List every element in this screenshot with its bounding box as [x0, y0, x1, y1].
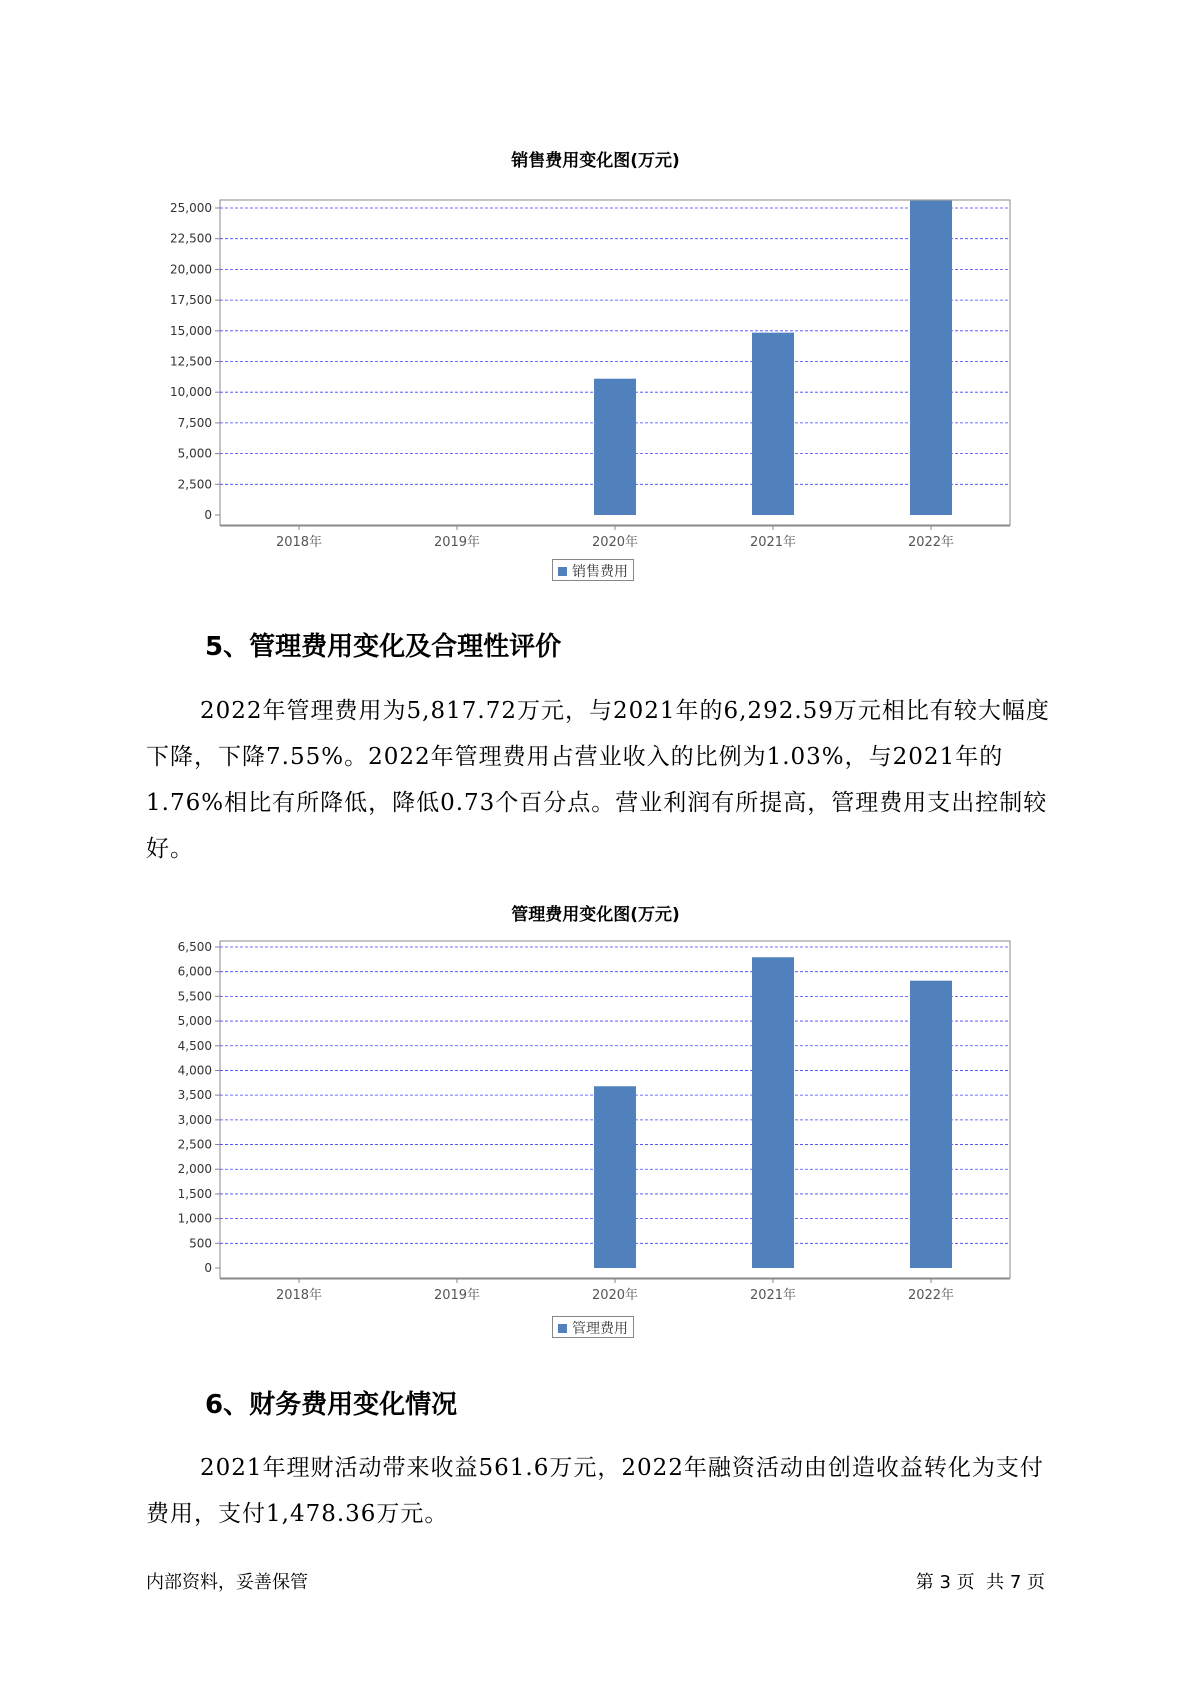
footer-page-number: 第 3 页 共 7 页 — [915, 1572, 1045, 1593]
section-6-paragraph: 2021年理财活动带来收益561.6万元，2022年融资活动由创造收益转化为支付费用，支付1,478.36万元。 — [146, 1455, 1044, 1527]
x-tick-label: 2019年 — [433, 535, 481, 550]
footer-confidential-note: 内部资料，妥善保管 — [146, 1572, 308, 1593]
bar-2022年 — [910, 981, 952, 1268]
y-tick-label: 4,500 — [177, 1038, 212, 1053]
y-tick-label: 7,500 — [177, 415, 212, 430]
chart-2-title: 管理费用变化图(万元) — [511, 905, 680, 925]
chart-2-legend — [552, 1316, 634, 1338]
bar-2021年 — [752, 957, 794, 1268]
x-tick-label: 2020年 — [591, 1288, 639, 1303]
y-tick-label: 2,500 — [177, 1137, 212, 1152]
x-tick-label: 2020年 — [591, 535, 639, 550]
section-5-paragraph: 2022年管理费用为5,817.72万元，与2021年的6,292.59万元相比有较大幅度下降，下降7.55%。2022年管理费用占营业收入的比例为1.03%，与2021年的1.76%相比有所降低，降低0.73个百分点。营业利润有所提高，管理费用支出控制较好。 — [146, 698, 1050, 862]
y-tick-label: 1,500 — [177, 1186, 212, 1201]
y-tick-label: 3,500 — [177, 1088, 212, 1103]
x-tick-label: 2022年 — [907, 535, 955, 550]
y-tick-label: 6,500 — [177, 940, 212, 954]
y-tick-label: 12,500 — [170, 354, 212, 369]
y-tick-label: 2,500 — [177, 477, 212, 492]
y-tick-label: 17,500 — [170, 293, 212, 308]
legend-swatch — [558, 567, 567, 576]
y-tick-label: 4,000 — [177, 1063, 212, 1078]
bar-2020年 — [594, 379, 636, 515]
y-tick-label: 0 — [204, 508, 212, 522]
chart-1-sales-expense — [0, 180, 1191, 570]
section-5-heading: 5、管理费用变化及合理性评价 — [205, 632, 562, 662]
y-tick-label: 20,000 — [170, 262, 212, 277]
x-tick-label: 2021年 — [749, 1288, 797, 1303]
x-tick-label: 2022年 — [907, 1288, 955, 1303]
y-tick-label: 10,000 — [170, 385, 212, 400]
y-tick-label: 5,000 — [177, 446, 212, 461]
y-tick-label: 0 — [204, 1261, 212, 1275]
legend-swatch — [558, 1324, 567, 1333]
y-tick-label: 5,000 — [177, 1014, 212, 1029]
x-tick-label: 2021年 — [749, 535, 797, 550]
y-tick-label: 500 — [189, 1236, 212, 1251]
y-tick-label: 3,000 — [177, 1112, 212, 1127]
chart-1-title: 销售费用变化图(万元) — [511, 151, 680, 171]
y-tick-label: 5,500 — [177, 989, 212, 1004]
x-tick-label: 2018年 — [275, 1288, 323, 1303]
y-tick-label: 15,000 — [170, 323, 212, 338]
chart-1-legend-label: 销售费用 — [572, 564, 628, 580]
y-tick-label: 22,500 — [170, 231, 212, 246]
chart-1-legend — [552, 559, 634, 581]
chart-2-legend-label: 管理费用 — [572, 1321, 628, 1337]
y-tick-label: 25,000 — [170, 201, 212, 215]
bar-2022年 — [910, 201, 952, 515]
y-tick-label: 2,000 — [177, 1162, 212, 1177]
section-6-heading: 6、财务费用变化情况 — [205, 1390, 458, 1420]
y-tick-label: 6,000 — [177, 964, 212, 979]
bar-2021年 — [752, 333, 794, 515]
y-tick-label: 1,000 — [177, 1211, 212, 1226]
x-tick-label: 2019年 — [433, 1288, 481, 1303]
x-tick-label: 2018年 — [275, 535, 323, 550]
chart-2-admin-expense — [0, 935, 1191, 1325]
bar-2020年 — [594, 1086, 636, 1268]
